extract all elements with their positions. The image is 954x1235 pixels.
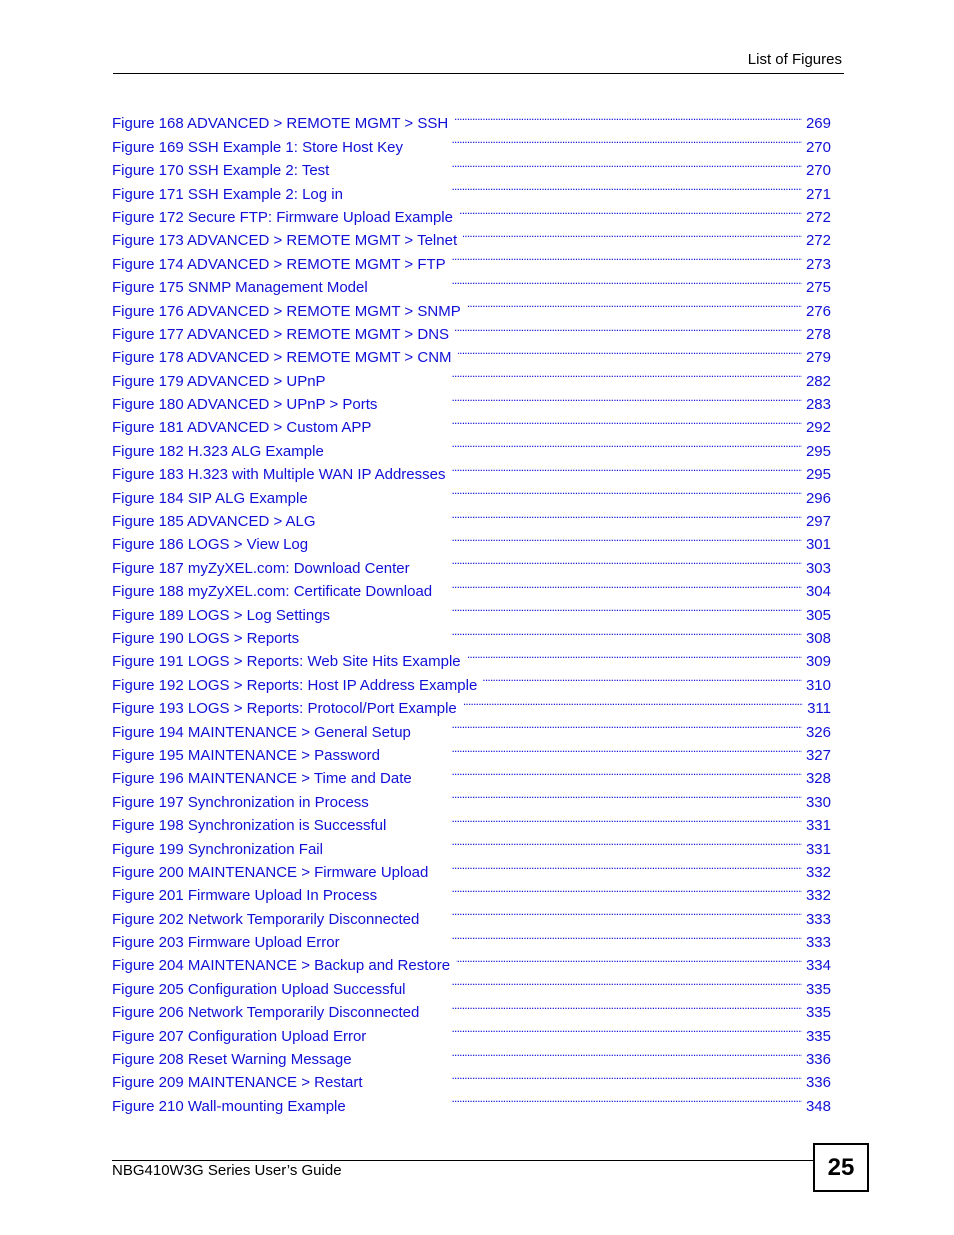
toc-entry-title: Figure 191 LOGS > Reports: Web Site Hits Example <box>112 653 461 671</box>
toc-dot-leader <box>412 970 802 993</box>
page-number: 25 <box>813 1143 869 1192</box>
toc-entry-title: Figure 174 ADVANCED > REMOTE MGMT > FTP <box>112 255 446 273</box>
toc-entry-page-number: 282 <box>805 372 831 390</box>
toc-entry-title: Figure 178 ADVANCED > REMOTE MGMT > CNM <box>112 349 452 367</box>
toc-entry-page-number: 276 <box>805 302 831 320</box>
toc-dot-leader <box>377 409 802 432</box>
toc-entry-page-number: 327 <box>805 746 831 764</box>
toc-entry-page-number: 334 <box>805 957 831 975</box>
toc-entry-page-number: 335 <box>805 1004 831 1022</box>
toc-entry-link[interactable] <box>112 105 831 133</box>
header-section-title: List of Figures <box>747 51 842 68</box>
toc-entry-title: Figure 168 ADVANCED > REMOTE MGMT > SSH <box>112 115 449 133</box>
toc-dot-leader <box>383 386 802 409</box>
toc-entry-title: Figure 170 SSH Example 2: Test <box>112 162 330 180</box>
toc-entry-page-number: 295 <box>805 442 831 460</box>
toc-dot-leader <box>358 1041 802 1064</box>
toc-dot-leader <box>467 292 802 315</box>
header-divider <box>113 73 844 74</box>
toc-dot-leader <box>434 854 802 877</box>
toc-entry-page-number: 272 <box>805 208 831 226</box>
toc-dot-leader <box>305 620 802 643</box>
toc-entry-page-number: 270 <box>805 162 831 180</box>
toc-entry-page-number: 310 <box>805 676 831 694</box>
toc-dot-leader <box>438 573 802 596</box>
toc-entry-page-number: 295 <box>805 466 831 484</box>
toc-dot-leader <box>467 643 802 666</box>
toc-dot-leader <box>374 269 802 292</box>
toc-entry-page-number: 269 <box>805 115 831 133</box>
toc-dot-leader <box>329 830 802 853</box>
toc-entry-title: Figure 169 SSH Example 1: Store Host Key <box>112 138 403 156</box>
toc-dot-leader <box>463 690 803 713</box>
toc-entry-title: Figure 193 LOGS > Reports: Protocol/Port Example <box>112 700 457 718</box>
toc-dot-leader <box>409 128 802 151</box>
footer-guide-title: NBG410W3G Series User’s Guide <box>112 1162 342 1179</box>
toc-entry-title: Figure 201 Firmware Upload In Process <box>112 887 378 905</box>
toc-dot-leader <box>332 362 802 385</box>
toc-entry-page-number: 335 <box>805 980 831 998</box>
toc-entry-title: Figure 203 Firmware Upload Error <box>112 934 340 952</box>
toc-entry-page-number: 273 <box>805 255 831 273</box>
toc-entry-page-number: 308 <box>805 629 831 647</box>
toc-entry-title: Figure 205 Configuration Upload Successful <box>112 980 406 998</box>
toc-entry-page-number: 335 <box>805 1027 831 1045</box>
toc-entry-page-number: 336 <box>805 1051 831 1069</box>
toc-entry-title: Figure 182 H.323 ALG Example <box>112 442 324 460</box>
toc-entry-page-number: 279 <box>805 349 831 367</box>
toc-entry-title: Figure 186 LOGS > View Log <box>112 536 309 554</box>
toc-entry-title: Figure 202 Network Temporarily Disconnected <box>112 910 420 928</box>
toc-dot-leader <box>459 199 802 222</box>
toc-entry-title: Figure 204 MAINTENANCE > Backup and Restore <box>112 957 451 975</box>
toc-dot-leader <box>418 760 802 783</box>
toc-dot-leader <box>458 339 802 362</box>
toc-dot-leader <box>336 596 802 619</box>
toc-entry-title: Figure 172 Secure FTP: Firmware Upload Example <box>112 208 453 226</box>
toc-dot-leader <box>314 479 802 502</box>
toc-entry-page-number: 271 <box>805 185 831 203</box>
toc-dot-leader <box>322 503 802 526</box>
toc-entry-page-number: 333 <box>805 934 831 952</box>
toc-entry-title: Figure 179 ADVANCED > UPnP <box>112 372 326 390</box>
toc-entry-page-number: 296 <box>805 489 831 507</box>
toc-dot-leader <box>383 877 802 900</box>
toc-dot-leader <box>452 456 802 479</box>
toc-entry-title: Figure 207 Configuration Upload Error <box>112 1027 367 1045</box>
toc-dot-leader <box>454 105 802 128</box>
toc-entry-title: Figure 187 myZyXEL.com: Download Center <box>112 559 410 577</box>
toc-entry-title: Figure 209 MAINTENANCE > Restart <box>112 1074 363 1092</box>
toc-entry-title: Figure 183 H.323 with Multiple WAN IP Addresses <box>112 466 446 484</box>
toc-entry-page-number: 304 <box>805 583 831 601</box>
toc-entry-page-number: 309 <box>805 653 831 671</box>
toc-entry-page-number: 301 <box>805 536 831 554</box>
toc-dot-leader <box>417 713 802 736</box>
toc-entry-page-number: 292 <box>805 419 831 437</box>
toc-entry-page-number: 331 <box>805 840 831 858</box>
toc-entry-page-number: 331 <box>805 817 831 835</box>
toc-entry-title: Figure 176 ADVANCED > REMOTE MGMT > SNMP <box>112 302 461 320</box>
toc-entry-title: Figure 180 ADVANCED > UPnP > Ports <box>112 396 378 414</box>
toc-entry-title: Figure 177 ADVANCED > REMOTE MGMT > DNS <box>112 325 450 343</box>
toc-dot-leader <box>330 432 802 455</box>
toc-entry-page-number: 348 <box>805 1097 831 1115</box>
toc-dot-leader <box>386 737 802 760</box>
toc-entry-title: Figure 190 LOGS > Reports <box>112 629 300 647</box>
toc-dot-leader <box>314 526 802 549</box>
toc-entry-title: Figure 194 MAINTENANCE > General Setup <box>112 723 411 741</box>
toc-entry-title: Figure 199 Synchronization Fail <box>112 840 323 858</box>
toc-entry-title: Figure 175 SNMP Management Model <box>112 279 368 297</box>
toc-dot-leader <box>352 1087 802 1110</box>
toc-entry-title: Figure 206 Network Temporarily Disconnected <box>112 1004 420 1022</box>
toc-dot-leader <box>463 222 802 245</box>
list-of-figures <box>112 105 831 1115</box>
toc-entry-page-number: 297 <box>805 513 831 531</box>
toc-dot-leader <box>425 900 802 923</box>
toc-entry-page-number: 332 <box>805 863 831 881</box>
toc-entry-title: Figure 198 Synchronization is Successful <box>112 817 387 835</box>
toc-dot-leader <box>416 549 802 572</box>
toc-dot-leader <box>369 1064 802 1087</box>
toc-entry-title: Figure 189 LOGS > Log Settings <box>112 606 331 624</box>
toc-dot-leader <box>346 924 802 947</box>
toc-entry-page-number: 330 <box>805 793 831 811</box>
toc-entry-page-number: 270 <box>805 138 831 156</box>
toc-dot-leader <box>483 666 802 689</box>
toc-entry-page-number: 303 <box>805 559 831 577</box>
toc-entry-page-number: 278 <box>805 325 831 343</box>
toc-entry-page-number: 283 <box>805 396 831 414</box>
toc-entry-page-number: 336 <box>805 1074 831 1092</box>
toc-entry-title: Figure 195 MAINTENANCE > Password <box>112 746 381 764</box>
toc-entry-title: Figure 197 Synchronization in Process <box>112 793 369 811</box>
toc-dot-leader <box>452 245 802 268</box>
toc-dot-leader <box>456 947 802 970</box>
toc-entry-page-number: 326 <box>805 723 831 741</box>
toc-entry-title: Figure 210 Wall-mounting Example <box>112 1097 346 1115</box>
toc-entry-title: Figure 185 ADVANCED > ALG <box>112 513 316 531</box>
toc-entry-title: Figure 173 ADVANCED > REMOTE MGMT > Telnet <box>112 232 458 250</box>
toc-entry-title: Figure 171 SSH Example 2: Log in <box>112 185 343 203</box>
toc-entry-title: Figure 188 myZyXEL.com: Certificate Download <box>112 583 433 601</box>
toc-dot-leader <box>372 1017 802 1040</box>
toc-entry-title: Figure 200 MAINTENANCE > Firmware Upload <box>112 863 429 881</box>
toc-entry-page-number: 333 <box>805 910 831 928</box>
toc-dot-leader <box>455 316 802 339</box>
toc-entry-page-number: 311 <box>807 700 831 718</box>
toc-dot-leader <box>375 783 802 806</box>
toc-entry-page-number: 305 <box>805 606 831 624</box>
toc-dot-leader <box>335 152 802 175</box>
toc-entry-title: Figure 208 Reset Warning Message <box>112 1051 352 1069</box>
toc-entry-title: Figure 181 ADVANCED > Custom APP <box>112 419 372 437</box>
toc-entry-title: Figure 192 LOGS > Reports: Host IP Address Example <box>112 676 478 694</box>
toc-dot-leader <box>349 175 802 198</box>
toc-dot-leader <box>425 994 802 1017</box>
toc-entry-page-number: 275 <box>805 279 831 297</box>
toc-entry-page-number: 328 <box>805 770 831 788</box>
toc-dot-leader <box>392 807 802 830</box>
toc-entry-title: Figure 196 MAINTENANCE > Time and Date <box>112 770 412 788</box>
toc-entry-title: Figure 184 SIP ALG Example <box>112 489 308 507</box>
toc-entry-page-number: 332 <box>805 887 831 905</box>
toc-entry-page-number: 272 <box>805 232 831 250</box>
